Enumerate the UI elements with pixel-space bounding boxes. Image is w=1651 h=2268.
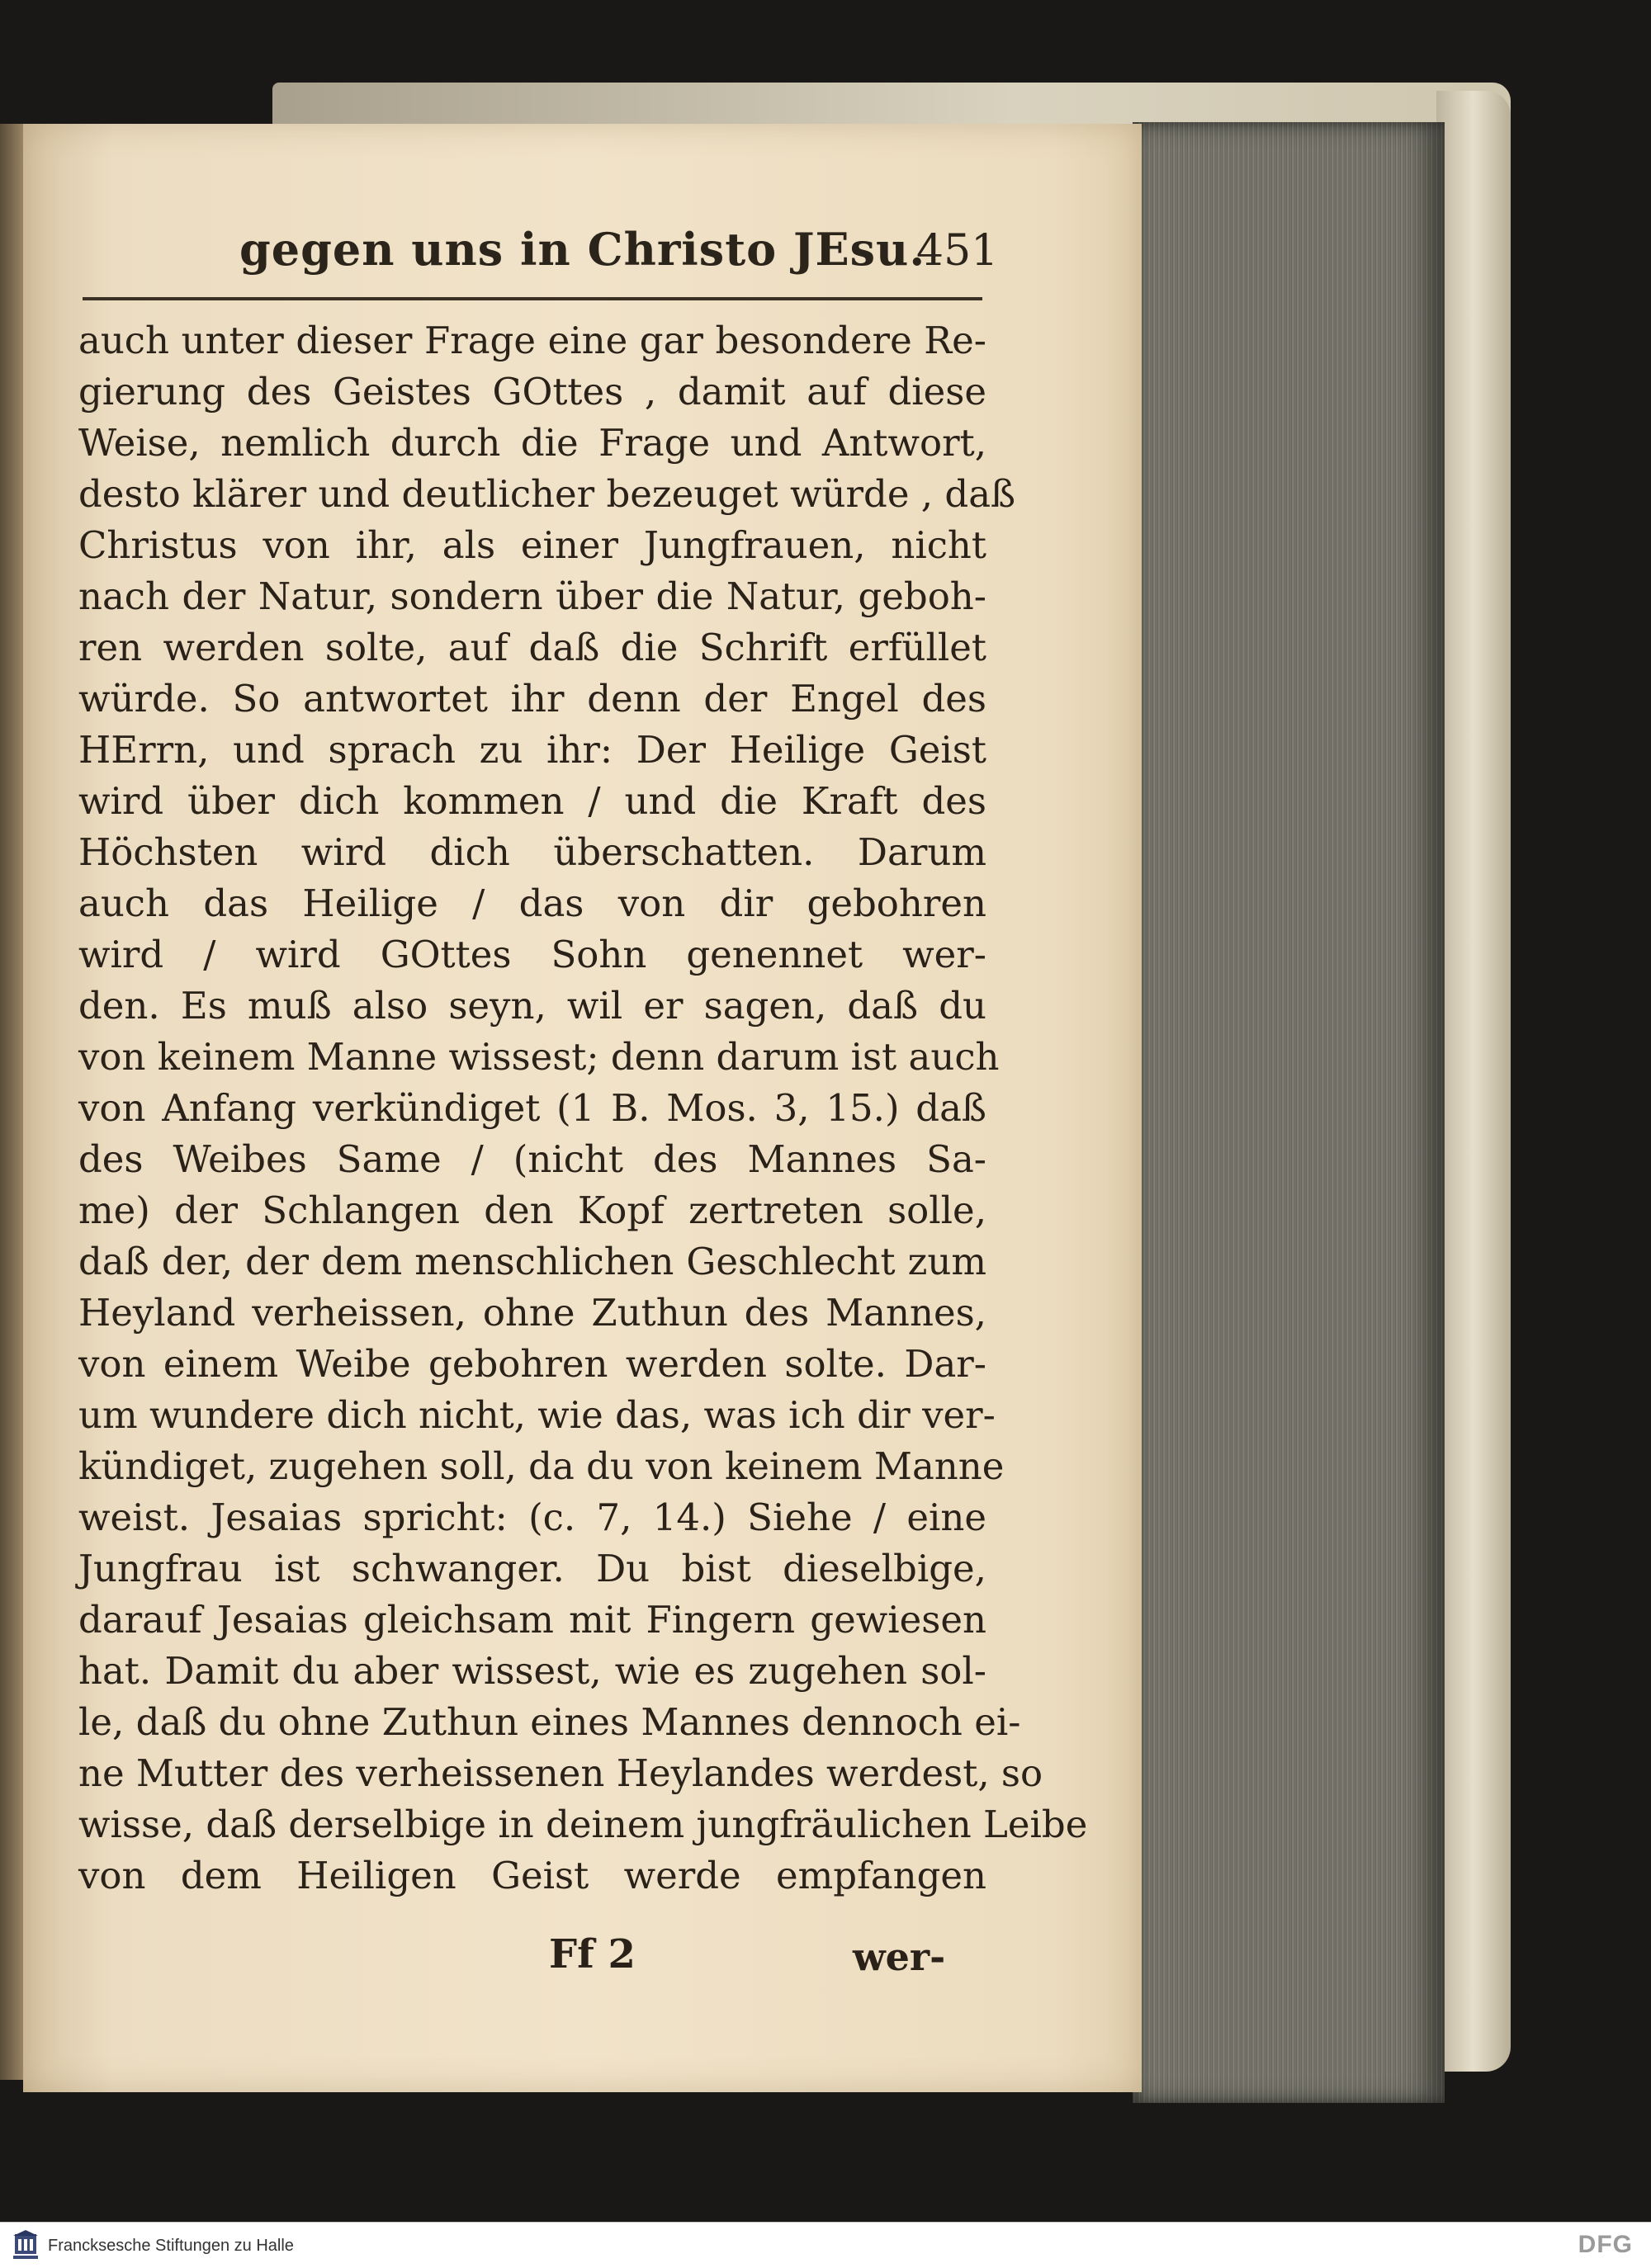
page-edges bbox=[1133, 122, 1445, 2103]
text-line: des Weibes Same / (nicht des Mannes Sa- bbox=[78, 1137, 986, 1181]
text-line: ren werden solte, auf daß die Schrift erfüllet bbox=[78, 626, 986, 669]
text-line: wird / wird GOttes Sohn genennet wer- bbox=[78, 933, 986, 976]
page-header bbox=[78, 223, 999, 285]
text-line: weist. Jesaias spricht: (c. 7, 14.) Siehe / eine bbox=[78, 1495, 986, 1539]
page-footer bbox=[78, 1931, 986, 1989]
dfg-logo[interactable]: DFG bbox=[1578, 2231, 1633, 2258]
header-rule bbox=[83, 297, 982, 300]
text-line: Jungfrau ist schwanger. Du bist dieselbige, bbox=[78, 1547, 986, 1590]
text-line: ne Mutter des verheissenen Heylandes werdest, so bbox=[78, 1751, 1043, 1795]
page-number: 451 bbox=[916, 226, 999, 276]
text-line: nach der Natur, sondern über die Natur, geboh- bbox=[78, 574, 986, 618]
text-line: Heyland verheissen, ohne Zuthun des Mannes, bbox=[78, 1291, 986, 1335]
text-line: kündiget, zugehen soll, da du von keinem Manne bbox=[78, 1444, 1005, 1488]
text-line: desto klärer und deutlicher bezeuget würde , daß bbox=[78, 472, 1016, 516]
body-text bbox=[78, 315, 1088, 1902]
book-cover-fold bbox=[1436, 91, 1511, 2072]
text-line: HErrn, und sprach zu ihr: Der Heilige Geist bbox=[78, 728, 986, 772]
text-line: von dem Heiligen Geist werde empfangen bbox=[78, 1854, 986, 1897]
text-line: auch unter dieser Frage eine gar besondere Re- bbox=[78, 319, 986, 362]
text-line: von keinem Manne wissest; denn darum ist auch bbox=[78, 1035, 1000, 1079]
text-line: darauf Jesaias gleichsam mit Fingern gewiesen bbox=[78, 1598, 986, 1642]
text-line: hat. Damit du aber wissest, wie es zugehen sol- bbox=[78, 1649, 986, 1693]
text-line: wird über dich kommen / und die Kraft des bbox=[78, 779, 986, 823]
text-line: würde. So antwortet ihr denn der Engel des bbox=[78, 677, 986, 721]
text-line: wisse, daß derselbige in deinem jungfräulichen Leibe bbox=[78, 1803, 1088, 1846]
text-line: um wundere dich nicht, wie das, was ich dir ver- bbox=[78, 1393, 996, 1437]
institution-name[interactable]: Francksesche Stiftungen zu Halle bbox=[48, 2237, 294, 2255]
text-line: Weise, nemlich durch die Frage und Antwort, bbox=[78, 421, 986, 465]
catchword: wer- bbox=[853, 1935, 946, 1979]
text-line: Höchsten wird dich überschatten. Darum bbox=[78, 830, 986, 874]
text-line: me) der Schlangen den Kopf zertreten solle, bbox=[78, 1188, 986, 1232]
text-line: von Anfang verkündiget (1 B. Mos. 3, 15.) daß bbox=[78, 1086, 986, 1130]
text-line: le, daß du ohne Zuthun eines Mannes dennoch ei- bbox=[78, 1700, 1021, 1744]
text-line: auch das Heilige / das von dir gebohren bbox=[78, 881, 986, 925]
text-line: gierung des Geistes GOttes , damit auf diese bbox=[78, 370, 986, 413]
text-line: von einem Weibe gebohren werden solte. Dar- bbox=[78, 1342, 986, 1386]
running-head: gegen uns in Christo JEsu. bbox=[239, 223, 926, 276]
text-line: daß der, der dem menschlichen Geschlecht zum bbox=[78, 1240, 986, 1283]
viewer-footer-bar bbox=[0, 2222, 1651, 2268]
text-line: Christus von ihr, als einer Jungfrauen, nicht bbox=[78, 523, 986, 567]
library-logo-icon bbox=[12, 2229, 40, 2261]
signature-mark: Ff 2 bbox=[549, 1931, 636, 1977]
text-line: den. Es muß also seyn, wil er sagen, daß du bbox=[78, 984, 986, 1028]
